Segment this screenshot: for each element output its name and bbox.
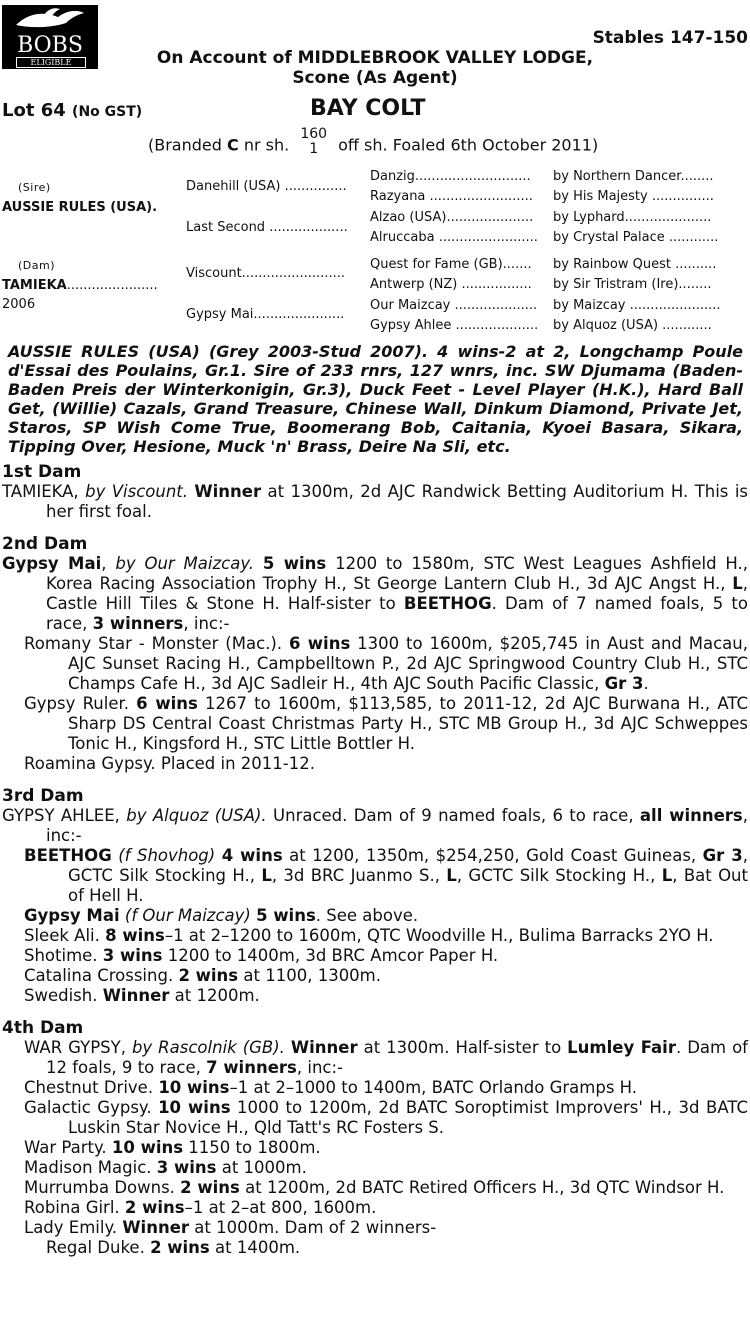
dam3-shotime: Shotime. 3 wins 1200 to 1400m, 3d BRC Amcor Paper H. bbox=[24, 946, 499, 965]
gen4-5: by Sir Tristram (Ire)........ bbox=[553, 277, 712, 292]
gen3-7: Gypsy Ahlee .................... bbox=[370, 318, 539, 333]
dam-tag: (Dam) bbox=[18, 259, 56, 272]
dam4-item: Robina Girl. 2 wins–1 at 2–at 800, 1600m. bbox=[24, 1198, 377, 1217]
dam2-heading: 2nd Dam bbox=[2, 534, 88, 554]
gen3-3: Alruccaba ........................ bbox=[370, 230, 538, 245]
gen2-3: Gypsy Mai...................... bbox=[186, 307, 345, 322]
dam4-heading: 4th Dam bbox=[2, 1018, 84, 1038]
dam-name: TAMIEKA...................... bbox=[2, 278, 158, 293]
dam3-sleek: Sleek Ali. 8 wins–1 at 2–1200 to 1600m, QTC Woodville H., Bulima Barracks 2YO H. bbox=[24, 926, 714, 945]
dam4-regal: Regal Duke. 2 wins at 1400m. bbox=[46, 1238, 301, 1257]
dam1-paragraph: TAMIEKA, by Viscount. Winner at 1300m, 2d AJC Randwick Betting Auditorium H. This is her first foal. bbox=[2, 482, 748, 521]
gen4-7: by Alquoz (USA) ............ bbox=[553, 318, 712, 333]
dam3-swedish: Swedish. Winner at 1200m. bbox=[24, 986, 260, 1005]
dam2-ruler: Gypsy Ruler. 6 wins 1267 to 1600m, $113,585, to 2011-12, 2d AJC Burwana H., ATC Sharp DS Central Coast Christmas Party H., STC MB Group H., 3d AJC Schweppes Tonic H., Kingsford H., STC Little Bottler H. bbox=[24, 694, 748, 753]
dam-year: 2006 bbox=[2, 297, 36, 312]
brand-post: off sh. Foaled 6th October 2011) bbox=[338, 135, 599, 155]
dam4-item: Madison Magic. 3 wins at 1000m. bbox=[24, 1158, 307, 1177]
brand-num-top: 160 bbox=[300, 126, 328, 142]
sire-name: AUSSIE RULES (USA). bbox=[2, 200, 158, 215]
gen4-0: by Northern Dancer........ bbox=[553, 169, 714, 184]
dam2-roamina: Roamina Gypsy. Placed in 2011-12. bbox=[24, 754, 315, 773]
gen4-6: by Maizcay ...................... bbox=[553, 298, 721, 313]
brand-mid: nr sh. bbox=[243, 135, 290, 155]
gen3-2: Alzao (USA)..................... bbox=[370, 210, 534, 225]
gen4-2: by Lyphard..................... bbox=[553, 210, 712, 225]
vendor-line-2: Scone (As Agent) bbox=[292, 68, 458, 88]
family-body bbox=[2, 462, 748, 1258]
horse-title: BAY COLT bbox=[310, 96, 426, 121]
stables-label: Stables 147-150 bbox=[592, 28, 748, 48]
gen4-3: by Crystal Palace ............ bbox=[553, 230, 719, 245]
gen3-6: Our Maizcay .................... bbox=[370, 298, 538, 313]
lot-label: Lot 64 bbox=[2, 100, 66, 121]
dam3-paragraph: GYPSY AHLEE, by Alquoz (USA). Unraced. Dam of 9 named foals, 6 to race, all winners, inc:- bbox=[2, 806, 749, 845]
gen4-4: by Rainbow Quest .......... bbox=[553, 257, 717, 272]
dam3-gypsy-mai: Gypsy Mai (f Our Maizcay) 5 wins. See above. bbox=[24, 906, 419, 925]
gen4-1: by His Majesty ............... bbox=[553, 189, 714, 204]
dam4-paragraph: WAR GYPSY, by Rascolnik (GB). Winner at 1300m. Half-sister to Lumley Fair. Dam of 12 foals, 9 to race, 7 winners, inc:- bbox=[24, 1038, 748, 1077]
dam2-paragraph: Gypsy Mai, by Our Maizcay. 5 wins 1200 to 1580m, STC West Leagues Ashfield H., Korea Racing Association Trophy H., St George Lantern Club H., 3d AJC Angst H., L, Castle Hill Tiles & Stone H. Half-sister to BEETHOG. Dam of 7 named foals, 5 to race, 3 winners, inc:- bbox=[2, 554, 749, 633]
gen3-4: Quest for Fame (GB)....... bbox=[370, 257, 532, 272]
vendor-line-1: On Account of MIDDLEBROOK VALLEY LODGE, bbox=[156, 48, 594, 68]
brand-letter: C bbox=[227, 135, 239, 155]
dam1-heading: 1st Dam bbox=[2, 462, 82, 482]
sire-tag: (Sire) bbox=[18, 181, 51, 194]
logo-subtext: ELIGIBLE bbox=[16, 57, 86, 68]
dam3-heading: 3rd Dam bbox=[2, 786, 84, 806]
dam4-item: Lady Emily. Winner at 1000m. Dam of 2 winners- bbox=[24, 1218, 437, 1237]
sire-summary: AUSSIE RULES (USA) (Grey 2003-Stud 2007). 4 wins-2 at 2, Longchamp Poule d'Essai des Poulains, Gr.1. Sire of 233 rnrs, 127 wnrs, inc. SW Djumama (Baden-Baden Preis der Winterkonigin, Gr.3), Duck Feet - Level Player (H.K.), Hard Ball Get, (Willie) Cazals, Grand Treasure, Chinese Wall, Dinkum Diamond, Private Jet, Staros, SP Wish Come True, Boomerang Bob, Caitania, Kyoei Basara, Sikara, Tipping Over, Hesione, Muck 'n' Brass, Deire Na Sli, etc. bbox=[8, 342, 743, 456]
brand-pre: (Branded bbox=[148, 135, 222, 155]
dam4-item: Chestnut Drive. 10 wins–1 at 2–1000 to 1400m, BATC Orlando Gramps H. bbox=[24, 1078, 638, 1097]
gen2-1: Last Second ................... bbox=[186, 220, 348, 235]
dam4-item: War Party. 10 wins 1150 to 1800m. bbox=[24, 1138, 321, 1157]
gen3-1: Razyana ......................... bbox=[370, 189, 533, 204]
gen3-0: Danzig............................ bbox=[370, 169, 531, 184]
gen2-0: Danehill (USA) ............... bbox=[186, 179, 347, 194]
dam4-item: Galactic Gypsy. 10 wins 1000 to 1200m, 2d BATC Soroptimist Improvers' H., 3d BATC Luskin Star Novice H., Qld Tatt's RC Fosters S. bbox=[24, 1098, 748, 1137]
gen2-2: Viscount......................... bbox=[186, 266, 345, 281]
gst-note: (No GST) bbox=[72, 104, 143, 120]
dam2-romany: Romany Star - Monster (Mac.). 6 wins 1300 to 1600m, $205,745 in Aust and Macau, AJC Sunset Racing H., Campbelltown P., 2d AJC Springwood Country Club H., STC Champs Cafe H., 3d AJC Sadleir H., 4th AJC South Pacific Classic, Gr 3. bbox=[24, 634, 748, 693]
logo-text: BOBS bbox=[17, 33, 83, 58]
dam3-beethog: BEETHOG (f Shovhog) 4 wins at 1200, 1350m, $254,250, Gold Coast Guineas, Gr 3, GCTC Silk Stocking H., L, 3d BRC Juanmo S., L, GCTC Silk Stocking H., L, Bat Out of Hell H. bbox=[24, 846, 749, 905]
pedigree-table bbox=[0, 0, 750, 340]
brand-num-bottom: 1 bbox=[309, 141, 319, 157]
dam3-catalina: Catalina Crossing. 2 wins at 1100, 1300m. bbox=[24, 966, 382, 985]
gen3-5: Antwerp (NZ) ................. bbox=[370, 277, 532, 292]
dam4-item: Murrumba Downs. 2 wins at 1200m, 2d BATC Retired Officers H., 3d QTC Windsor H. bbox=[24, 1178, 725, 1197]
